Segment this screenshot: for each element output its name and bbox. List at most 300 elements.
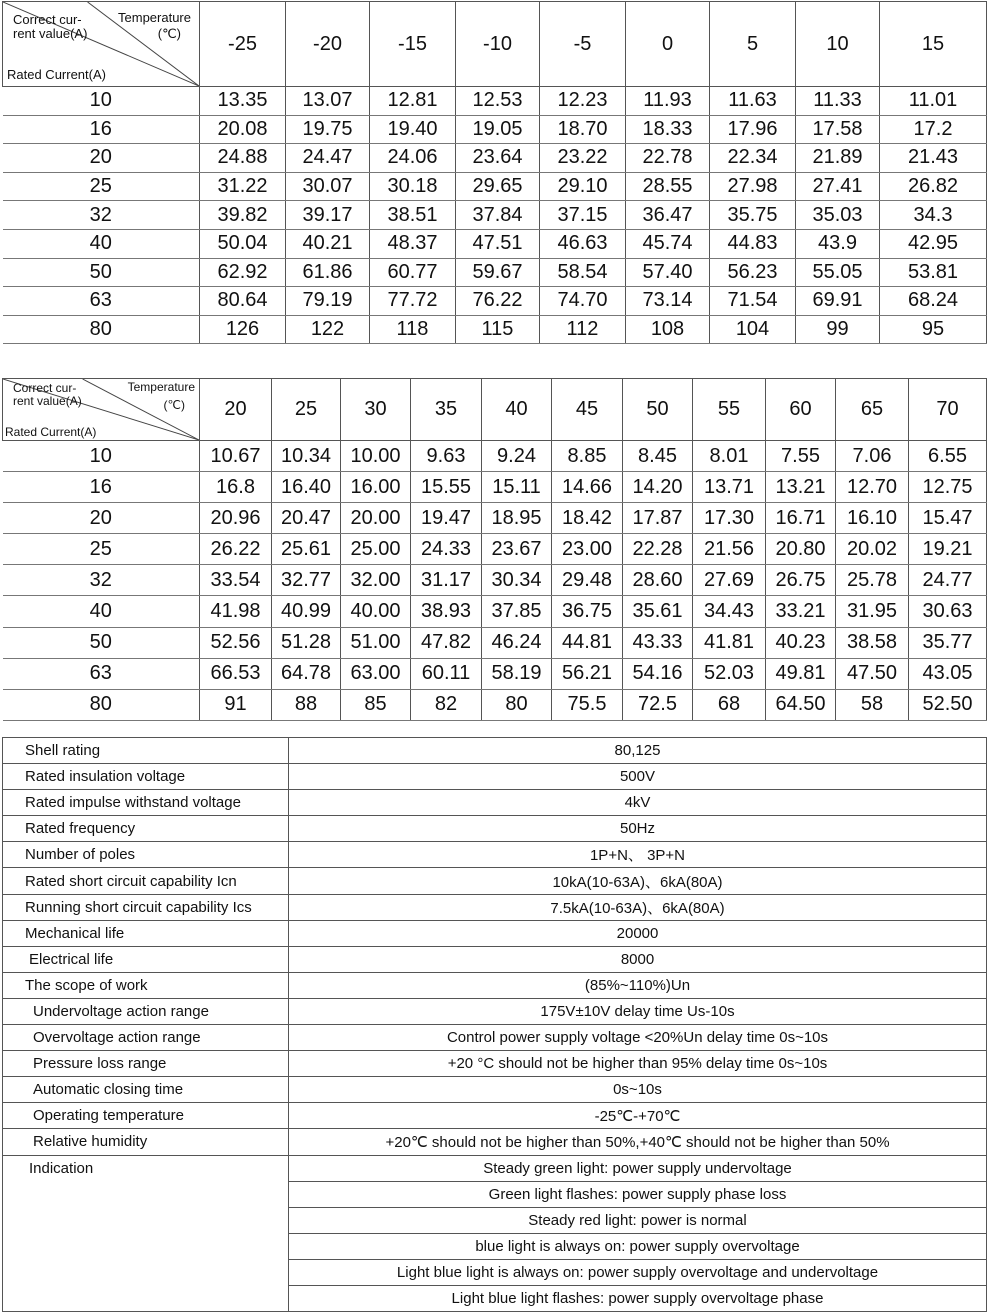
corrected-current-cell: 11.63 [710, 87, 796, 116]
corrected-current-cell: 18.70 [540, 115, 626, 144]
corrected-current-cell: 15.55 [411, 472, 482, 503]
corrected-current-cell: 8.01 [693, 441, 766, 472]
corrected-current-cell: 68.24 [880, 287, 987, 316]
rated-current-cell: 20 [3, 503, 200, 534]
corrected-current-cell: 59.67 [456, 258, 540, 287]
corrected-current-cell: 16.71 [766, 503, 836, 534]
rated-current-cell: 40 [3, 229, 200, 258]
corrected-current-cell: 51.28 [272, 627, 341, 658]
corrected-current-cell: 15.11 [482, 472, 552, 503]
corrected-current-cell: 54.16 [623, 658, 693, 689]
temp-header: -15 [370, 2, 456, 87]
corrected-current-cell: 71.54 [710, 287, 796, 316]
header-row [3, 2, 987, 87]
rated-current-cell: 32 [3, 565, 200, 596]
spec-row [3, 868, 987, 894]
corrected-current-cell: 39.17 [286, 201, 370, 230]
temp-header: 55 [693, 379, 766, 441]
spec-row [3, 1077, 987, 1103]
spec-label: Indication [3, 1155, 289, 1312]
corrected-current-cell: 72.5 [623, 689, 693, 720]
corrected-current-cell: 24.77 [909, 565, 987, 596]
corrected-current-cell: 60.11 [411, 658, 482, 689]
corrected-current-cell: 10.67 [200, 441, 272, 472]
corrected-current-cell: 20.96 [200, 503, 272, 534]
table-row [3, 627, 987, 658]
corrected-current-cell: 58 [836, 689, 909, 720]
spec-row [3, 842, 987, 868]
corrected-current-cell: 64.78 [272, 658, 341, 689]
temp-header: 0 [626, 2, 710, 87]
corrected-current-cell: 47.50 [836, 658, 909, 689]
corrected-current-cell: 56.23 [710, 258, 796, 287]
corner-temperature-label: Temperature [127, 380, 195, 394]
corner-correct-label: Correct cur-rent value(A) [13, 381, 82, 408]
corrected-current-cell: 20.02 [836, 534, 909, 565]
corrected-current-cell: 11.33 [796, 87, 880, 116]
corrected-current-cell: 43.05 [909, 658, 987, 689]
table-row [3, 201, 987, 230]
corrected-current-cell: 19.05 [456, 115, 540, 144]
corrected-current-cell: 42.95 [880, 229, 987, 258]
corrected-current-cell: 62.92 [200, 258, 286, 287]
corrected-current-cell: 17.96 [710, 115, 796, 144]
corrected-current-cell: 80.64 [200, 287, 286, 316]
spec-label: Rated impulse withstand voltage [3, 790, 289, 816]
corrected-current-cell: 40.00 [341, 596, 411, 627]
corrected-current-cell: 35.75 [710, 201, 796, 230]
spec-row [3, 946, 987, 972]
corrected-current-cell: 38.58 [836, 627, 909, 658]
corner-header [3, 379, 200, 441]
table-row [3, 87, 987, 116]
temp-header: 40 [482, 379, 552, 441]
corrected-current-cell: 40.21 [286, 229, 370, 258]
corrected-current-cell: 31.17 [411, 565, 482, 596]
corrected-current-cell: 21.56 [693, 534, 766, 565]
correction-table-low-temp [2, 1, 987, 344]
corrected-current-cell: 13.71 [693, 472, 766, 503]
corrected-current-cell: 73.14 [626, 287, 710, 316]
corrected-current-cell: 68 [693, 689, 766, 720]
corrected-current-cell: 40.23 [766, 627, 836, 658]
spec-label: Rated insulation voltage [3, 764, 289, 790]
spec-value: 500V [289, 764, 987, 790]
spec-row [3, 1103, 987, 1129]
corrected-current-cell: 17.58 [796, 115, 880, 144]
corrected-current-cell: 60.77 [370, 258, 456, 287]
corrected-current-cell: 26.82 [880, 172, 987, 201]
rated-current-cell: 16 [3, 115, 200, 144]
rated-current-cell: 80 [3, 689, 200, 720]
corrected-current-cell: 43.33 [623, 627, 693, 658]
corrected-current-cell: 9.63 [411, 441, 482, 472]
table-row [3, 172, 987, 201]
corrected-current-cell: 27.69 [693, 565, 766, 596]
table-row [3, 229, 987, 258]
corrected-current-cell: 37.15 [540, 201, 626, 230]
corner-rated-label: Rated Current(A) [7, 67, 106, 82]
corrected-current-cell: 34.43 [693, 596, 766, 627]
spec-row [3, 1051, 987, 1077]
corrected-current-cell: 21.89 [796, 144, 880, 173]
corrected-current-cell: 104 [710, 315, 796, 344]
corrected-current-cell: 49.81 [766, 658, 836, 689]
spec-value: +20 °C should not be higher than 95% delay time 0s~10s [289, 1051, 987, 1077]
indication-value: blue light is always on: power supply overvoltage [289, 1233, 987, 1259]
corrected-current-cell: 23.00 [552, 534, 623, 565]
corrected-current-cell: 41.81 [693, 627, 766, 658]
corrected-current-cell: 25.00 [341, 534, 411, 565]
spec-value: 4kV [289, 790, 987, 816]
corrected-current-cell: 24.88 [200, 144, 286, 173]
corrected-current-cell: 38.93 [411, 596, 482, 627]
table-row [3, 115, 987, 144]
rated-current-cell: 50 [3, 258, 200, 287]
temp-header: 10 [796, 2, 880, 87]
temp-header: 15 [880, 2, 987, 87]
spec-value: 50Hz [289, 816, 987, 842]
corrected-current-cell: 34.3 [880, 201, 987, 230]
rated-current-cell: 32 [3, 201, 200, 230]
corrected-current-cell: 48.37 [370, 229, 456, 258]
corrected-current-cell: 19.40 [370, 115, 456, 144]
corrected-current-cell: 30.18 [370, 172, 456, 201]
rated-current-cell: 50 [3, 627, 200, 658]
spec-value: 8000 [289, 946, 987, 972]
corrected-current-cell: 57.40 [626, 258, 710, 287]
spec-label: Rated frequency [3, 816, 289, 842]
temp-header: 60 [766, 379, 836, 441]
corrected-current-cell: 32.77 [272, 565, 341, 596]
corrected-current-cell: 47.82 [411, 627, 482, 658]
corrected-current-cell: 12.53 [456, 87, 540, 116]
rated-current-cell: 80 [3, 315, 200, 344]
corrected-current-cell: 74.70 [540, 287, 626, 316]
corrected-current-cell: 19.75 [286, 115, 370, 144]
spec-value: (85%~110%)Un [289, 972, 987, 998]
rated-current-cell: 25 [3, 172, 200, 201]
corrected-current-cell: 69.91 [796, 287, 880, 316]
corrected-current-cell: 47.51 [456, 229, 540, 258]
corrected-current-cell: 36.75 [552, 596, 623, 627]
table-row [3, 441, 987, 472]
table-row [3, 144, 987, 173]
corrected-current-cell: 32.00 [341, 565, 411, 596]
corrected-current-cell: 63.00 [341, 658, 411, 689]
indication-value: Steady red light: power is normal [289, 1207, 987, 1233]
corrected-current-cell: 12.81 [370, 87, 456, 116]
spec-label: Rated short circuit capability Icn [3, 868, 289, 894]
corrected-current-cell: 40.99 [272, 596, 341, 627]
corrected-current-cell: 20.00 [341, 503, 411, 534]
corrected-current-cell: 108 [626, 315, 710, 344]
corrected-current-cell: 115 [456, 315, 540, 344]
corrected-current-cell: 16.8 [200, 472, 272, 503]
corner-temperature-label: Temperature [118, 10, 191, 25]
corrected-current-cell: 14.66 [552, 472, 623, 503]
corrected-current-cell: 58.19 [482, 658, 552, 689]
corrected-current-cell: 118 [370, 315, 456, 344]
spec-label: Mechanical life [3, 920, 289, 946]
corrected-current-cell: 17.2 [880, 115, 987, 144]
spec-label: Overvoltage action range [3, 1025, 289, 1051]
rated-current-cell: 63 [3, 287, 200, 316]
corrected-current-cell: 35.03 [796, 201, 880, 230]
corrected-current-cell: 51.00 [341, 627, 411, 658]
corrected-current-cell: 23.64 [456, 144, 540, 173]
temp-header: 45 [552, 379, 623, 441]
corrected-current-cell: 30.07 [286, 172, 370, 201]
corrected-current-cell: 33.21 [766, 596, 836, 627]
spec-value: 175V±10V delay time Us-10s [289, 998, 987, 1024]
rated-current-cell: 63 [3, 658, 200, 689]
corrected-current-cell: 25.61 [272, 534, 341, 565]
corrected-current-cell: 20.47 [272, 503, 341, 534]
spec-value: 0s~10s [289, 1077, 987, 1103]
spec-label: Electrical life [3, 946, 289, 972]
corrected-current-cell: 61.86 [286, 258, 370, 287]
temp-header: 25 [272, 379, 341, 441]
corrected-current-cell: 8.45 [623, 441, 693, 472]
corrected-current-cell: 24.06 [370, 144, 456, 173]
corrected-current-cell: 6.55 [909, 441, 987, 472]
corrected-current-cell: 18.42 [552, 503, 623, 534]
corrected-current-cell: 17.30 [693, 503, 766, 534]
corner-correct-label: Correct cur-rent value(A) [13, 12, 88, 41]
table-row [3, 596, 987, 627]
rated-current-cell: 25 [3, 534, 200, 565]
indication-value: Light blue light is always on: power supply overvoltage and undervoltage [289, 1259, 987, 1285]
table-row [3, 689, 987, 720]
rated-current-cell: 40 [3, 596, 200, 627]
spec-row-indication [3, 1155, 987, 1181]
corrected-current-cell: 77.72 [370, 287, 456, 316]
corrected-current-cell: 12.23 [540, 87, 626, 116]
corrected-current-cell: 66.53 [200, 658, 272, 689]
corrected-current-cell: 11.01 [880, 87, 987, 116]
corrected-current-cell: 19.21 [909, 534, 987, 565]
corrected-current-cell: 27.41 [796, 172, 880, 201]
corrected-current-cell: 13.35 [200, 87, 286, 116]
corrected-current-cell: 7.06 [836, 441, 909, 472]
corrected-current-cell: 18.95 [482, 503, 552, 534]
corrected-current-cell: 21.43 [880, 144, 987, 173]
temp-header: 35 [411, 379, 482, 441]
corrected-current-cell: 76.22 [456, 287, 540, 316]
spec-row [3, 816, 987, 842]
table-row [3, 534, 987, 565]
table-row [3, 287, 987, 316]
spec-value: Control power supply voltage <20%Un delay time 0s~10s [289, 1025, 987, 1051]
corrected-current-cell: 56.21 [552, 658, 623, 689]
corrected-current-cell: 31.95 [836, 596, 909, 627]
corrected-current-cell: 30.63 [909, 596, 987, 627]
corrected-current-cell: 14.20 [623, 472, 693, 503]
corrected-current-cell: 55.05 [796, 258, 880, 287]
corrected-current-cell: 64.50 [766, 689, 836, 720]
corrected-current-cell: 39.82 [200, 201, 286, 230]
spec-label: Undervoltage action range [3, 998, 289, 1024]
rated-current-cell: 10 [3, 441, 200, 472]
corrected-current-cell: 31.22 [200, 172, 286, 201]
corrected-current-cell: 80 [482, 689, 552, 720]
corrected-current-cell: 30.34 [482, 565, 552, 596]
corrected-current-cell: 112 [540, 315, 626, 344]
corrected-current-cell: 35.77 [909, 627, 987, 658]
corrected-current-cell: 28.60 [623, 565, 693, 596]
corrected-current-cell: 16.00 [341, 472, 411, 503]
specifications-table [2, 737, 987, 1312]
corrected-current-cell: 44.83 [710, 229, 796, 258]
corrected-current-cell: 17.87 [623, 503, 693, 534]
corrected-current-cell: 10.34 [272, 441, 341, 472]
corrected-current-cell: 10.00 [341, 441, 411, 472]
corrected-current-cell: 27.98 [710, 172, 796, 201]
corrected-current-cell: 7.55 [766, 441, 836, 472]
rated-current-cell: 10 [3, 87, 200, 116]
corrected-current-cell: 8.85 [552, 441, 623, 472]
rated-current-cell: 20 [3, 144, 200, 173]
corrected-current-cell: 13.07 [286, 87, 370, 116]
temp-header: -25 [200, 2, 286, 87]
corrected-current-cell: 79.19 [286, 287, 370, 316]
indication-value: Light blue light flashes: power supply overvoltage phase [289, 1285, 987, 1311]
table-row [3, 658, 987, 689]
spec-value: 1P+N、 3P+N [289, 842, 987, 868]
spec-label: Shell rating [3, 738, 289, 764]
corrected-current-cell: 24.33 [411, 534, 482, 565]
corrected-current-cell: 53.81 [880, 258, 987, 287]
corrected-current-cell: 16.10 [836, 503, 909, 534]
corrected-current-cell: 26.75 [766, 565, 836, 596]
corrected-current-cell: 25.78 [836, 565, 909, 596]
corrected-current-cell: 23.67 [482, 534, 552, 565]
spec-value: +20℃ should not be higher than 50%,+40℃ should not be higher than 50% [289, 1129, 987, 1155]
corrected-current-cell: 52.50 [909, 689, 987, 720]
corrected-current-cell: 28.55 [626, 172, 710, 201]
corrected-current-cell: 44.81 [552, 627, 623, 658]
spec-value: -25℃-+70℃ [289, 1103, 987, 1129]
spec-label: Number of poles [3, 842, 289, 868]
table-row [3, 565, 987, 596]
corrected-current-cell: 50.04 [200, 229, 286, 258]
corrected-current-cell: 45.74 [626, 229, 710, 258]
correction-table-high-temp [2, 378, 987, 721]
spec-row [3, 1129, 987, 1155]
corrected-current-cell: 46.63 [540, 229, 626, 258]
corrected-current-cell: 12.70 [836, 472, 909, 503]
corrected-current-cell: 24.47 [286, 144, 370, 173]
corrected-current-cell: 91 [200, 689, 272, 720]
spec-label: The scope of work [3, 972, 289, 998]
corrected-current-cell: 82 [411, 689, 482, 720]
corrected-current-cell: 20.80 [766, 534, 836, 565]
spec-row [3, 894, 987, 920]
temp-header: 5 [710, 2, 796, 87]
corrected-current-cell: 20.08 [200, 115, 286, 144]
corrected-current-cell: 88 [272, 689, 341, 720]
table-row [3, 503, 987, 534]
temp-header: 65 [836, 379, 909, 441]
corner-header [3, 2, 200, 87]
spec-row [3, 764, 987, 790]
corrected-current-cell: 23.22 [540, 144, 626, 173]
temp-header: 50 [623, 379, 693, 441]
corrected-current-cell: 29.48 [552, 565, 623, 596]
corrected-current-cell: 37.85 [482, 596, 552, 627]
spec-label: Operating temperature [3, 1103, 289, 1129]
corrected-current-cell: 43.9 [796, 229, 880, 258]
corrected-current-cell: 38.51 [370, 201, 456, 230]
indication-value: Steady green light: power supply undervoltage [289, 1155, 987, 1181]
corrected-current-cell: 33.54 [200, 565, 272, 596]
corner-rated-label: Rated Current(A) [5, 425, 97, 439]
corrected-current-cell: 41.98 [200, 596, 272, 627]
corrected-current-cell: 75.5 [552, 689, 623, 720]
corrected-current-cell: 15.47 [909, 503, 987, 534]
corrected-current-cell: 58.54 [540, 258, 626, 287]
corrected-current-cell: 122 [286, 315, 370, 344]
corrected-current-cell: 9.24 [482, 441, 552, 472]
corrected-current-cell: 126 [200, 315, 286, 344]
corrected-current-cell: 46.24 [482, 627, 552, 658]
corrected-current-cell: 16.40 [272, 472, 341, 503]
temp-header: -5 [540, 2, 626, 87]
rated-current-cell: 16 [3, 472, 200, 503]
corrected-current-cell: 12.75 [909, 472, 987, 503]
spec-value: 20000 [289, 920, 987, 946]
temp-header: 70 [909, 379, 987, 441]
corrected-current-cell: 22.78 [626, 144, 710, 173]
indication-value: Green light flashes: power supply phase loss [289, 1181, 987, 1207]
spec-row [3, 972, 987, 998]
spec-row [3, 790, 987, 816]
temp-header: 20 [200, 379, 272, 441]
corrected-current-cell: 22.34 [710, 144, 796, 173]
corrected-current-cell: 11.93 [626, 87, 710, 116]
spec-value: 10kA(10-63A)、6kA(80A) [289, 868, 987, 894]
corrected-current-cell: 29.10 [540, 172, 626, 201]
temp-header: -20 [286, 2, 370, 87]
spec-value: 7.5kA(10-63A)、6kA(80A) [289, 894, 987, 920]
spec-label: Relative humidity [3, 1129, 289, 1155]
temp-header: -10 [456, 2, 540, 87]
corrected-current-cell: 22.28 [623, 534, 693, 565]
corrected-current-cell: 85 [341, 689, 411, 720]
corrected-current-cell: 29.65 [456, 172, 540, 201]
spec-row [3, 1025, 987, 1051]
spec-row [3, 998, 987, 1024]
corrected-current-cell: 99 [796, 315, 880, 344]
corner-unit-label: (℃) [163, 398, 185, 412]
spec-label: Pressure loss range [3, 1051, 289, 1077]
spec-row [3, 738, 987, 764]
corrected-current-cell: 18.33 [626, 115, 710, 144]
spec-label: Automatic closing time [3, 1077, 289, 1103]
header-row [3, 379, 987, 441]
corrected-current-cell: 26.22 [200, 534, 272, 565]
spec-value: 80,125 [289, 738, 987, 764]
corner-unit-label: (℃) [157, 26, 181, 41]
corrected-current-cell: 13.21 [766, 472, 836, 503]
corrected-current-cell: 36.47 [626, 201, 710, 230]
temp-header: 30 [341, 379, 411, 441]
corrected-current-cell: 19.47 [411, 503, 482, 534]
table-row [3, 315, 987, 344]
spec-row [3, 920, 987, 946]
corrected-current-cell: 37.84 [456, 201, 540, 230]
